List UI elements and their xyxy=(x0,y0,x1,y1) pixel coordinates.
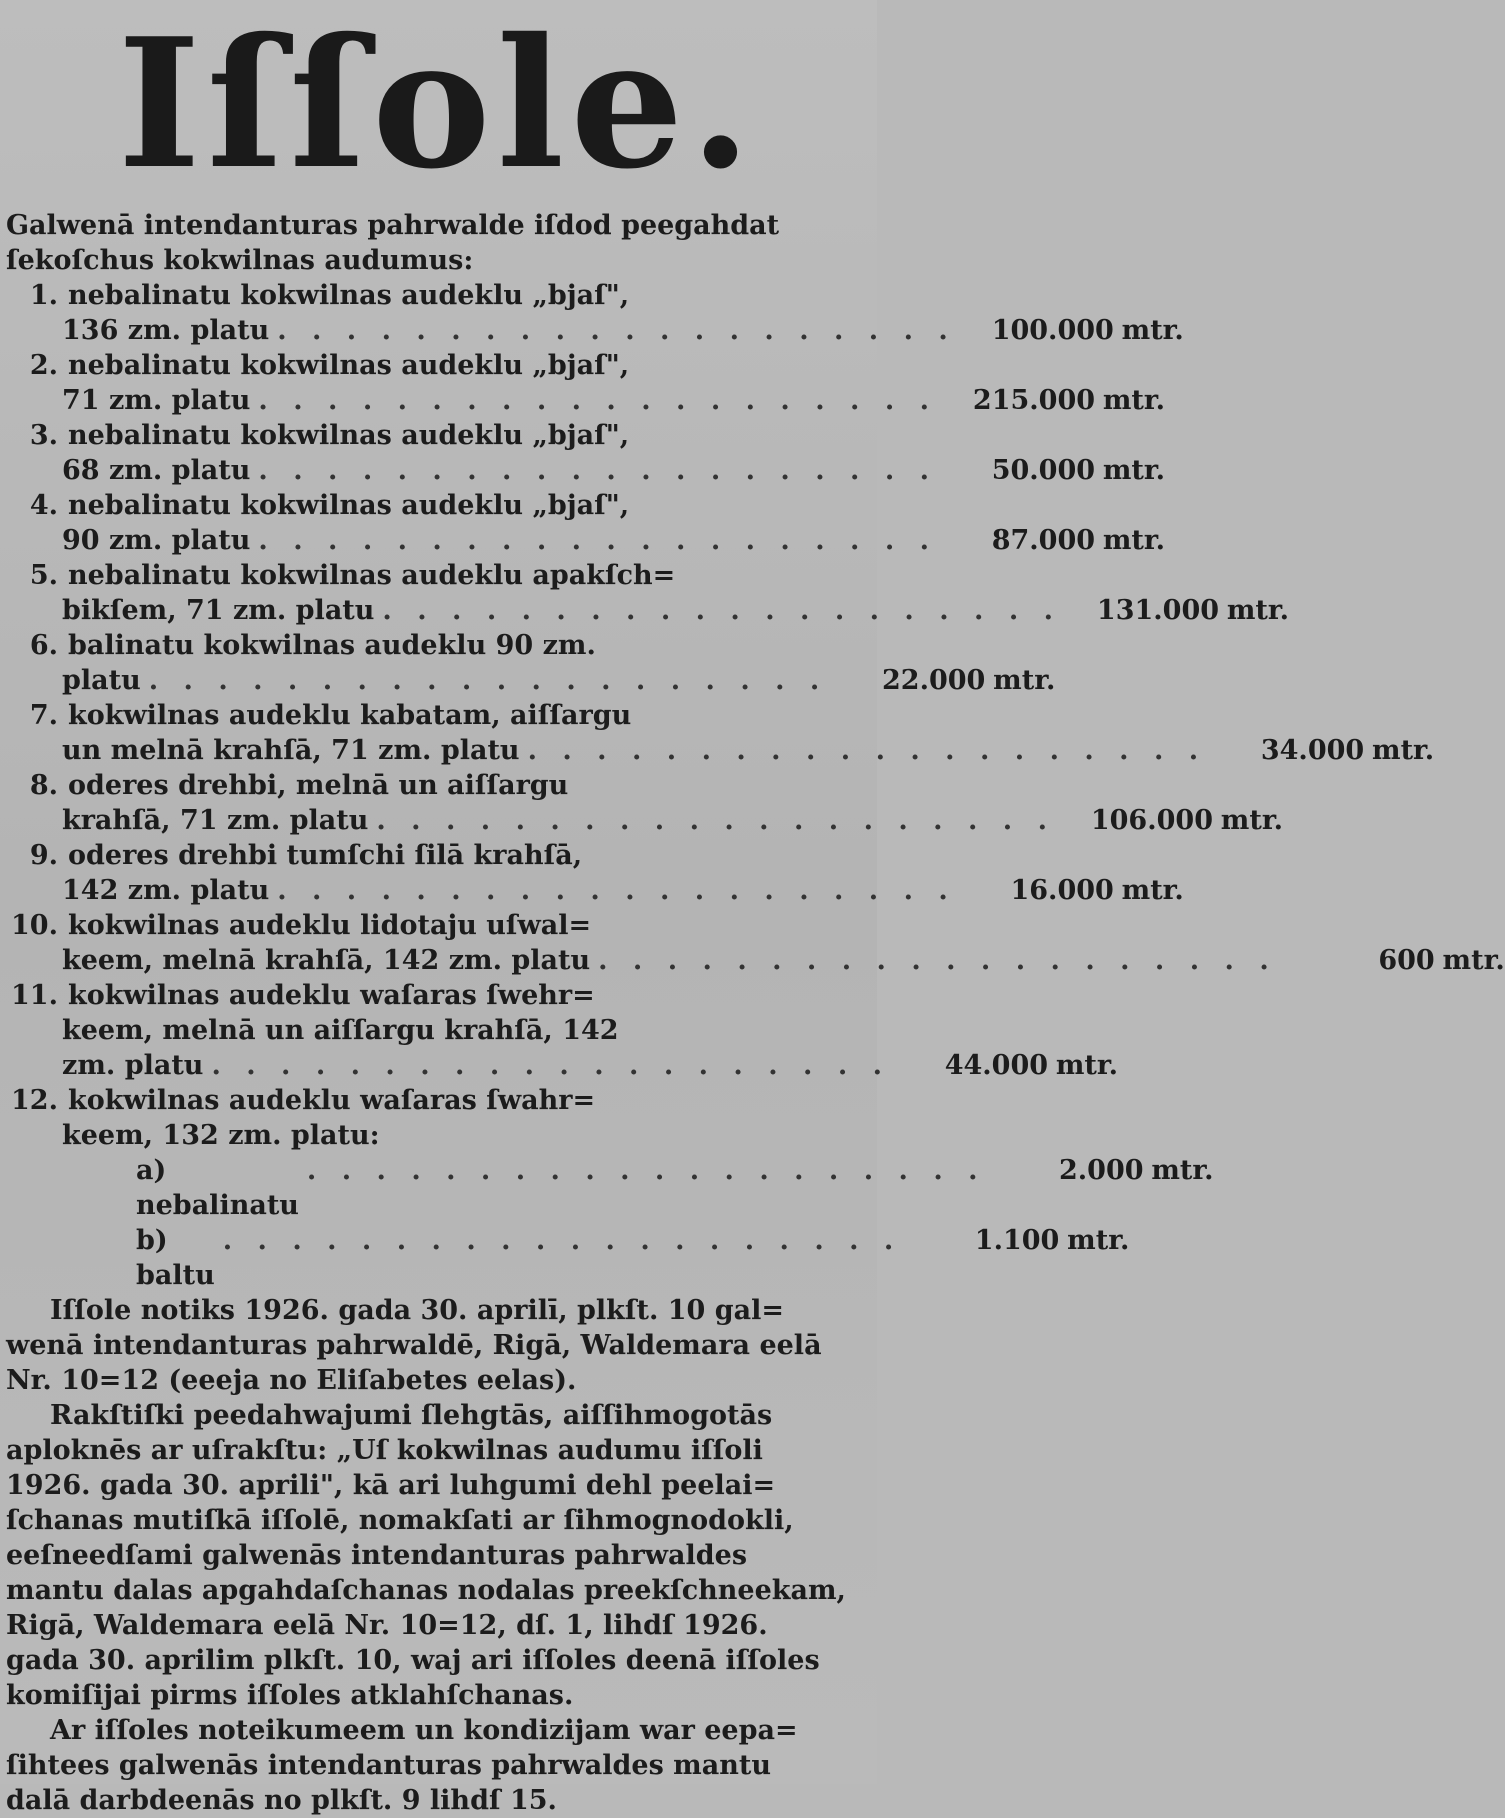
item-quantity-line xyxy=(6,523,1166,558)
list-item xyxy=(6,698,1435,768)
paragraph-line: wenā intendanturas pahrwaldē, Rigā, Waldemara eelā xyxy=(6,1330,822,1361)
sub-item xyxy=(6,1153,1214,1223)
item-text: nebalinatu kokwilnas audeklu „bjaſ", xyxy=(68,350,630,381)
dot-leader: . . . . . . . . . . . . . . . . . . . . xyxy=(258,385,938,416)
dot-leader: . . . . . . . . . . . . . . . . . . . . xyxy=(382,595,1062,626)
paragraph-line: gada 30. aprilim plkſt. 10, waj ari iſſoles deenā iſſoles xyxy=(6,1645,820,1676)
intro-line-2: ſekoſchus kokwilnas audumus: xyxy=(6,245,474,276)
item-text: kokwilnas audeklu lidotaju uſwal= xyxy=(68,910,592,941)
paragraph-line: eeſneedſami galwenās intendanturas pahrwaldes xyxy=(6,1540,748,1571)
item-number: 5. xyxy=(29,560,58,591)
list-item xyxy=(6,558,1290,628)
item-quantity-line xyxy=(6,663,1056,698)
paragraph-line: dalā darbdeenās no plkſt. 9 lihdſ 15. xyxy=(6,1785,557,1816)
paragraph-line: ſchanas mutiſkā iſſolē, nomakſati ar ſihmognodokli, xyxy=(6,1505,794,1536)
paragraph-line: mantu dalas apgahdaſchanas nodalas preekſchneekam, xyxy=(6,1575,846,1606)
list-item xyxy=(6,418,1166,488)
item-quantity-line xyxy=(6,313,1184,348)
item-number: 4. xyxy=(29,490,58,521)
paragraph xyxy=(6,1293,869,1398)
item-description: 90 zm. platu xyxy=(62,525,251,556)
item-unit: mtr. xyxy=(1121,875,1184,906)
paragraph xyxy=(6,1398,869,1713)
item-quantity: 50.000 xyxy=(991,455,1096,486)
item-quantity: 22.000 xyxy=(882,665,986,696)
item-number: 11. xyxy=(11,980,58,1011)
item-number: 2. xyxy=(29,350,58,381)
dot-leader: . . . . . . . . . . . . . . . . . . . . xyxy=(277,315,956,346)
item-text: kokwilnas audeklu waſaras ſwehr= xyxy=(68,980,595,1011)
sub-item xyxy=(6,1223,1130,1293)
dot-leader: . . . . . . . . . . . . . . . . . . . . xyxy=(148,665,828,696)
item-quantity: 100.000 xyxy=(991,315,1114,346)
item-text: kokwilnas audeklu waſaras ſwahr= xyxy=(68,1085,596,1116)
item-quantity-line xyxy=(6,453,1166,488)
item-quantity-line xyxy=(6,1048,1119,1083)
item-description: 68 zm. platu xyxy=(62,455,251,486)
item-number: 3. xyxy=(29,420,58,451)
item-text: nebalinatu kokwilnas audeklu apakſch= xyxy=(68,560,676,591)
paragraphs xyxy=(6,1293,869,1818)
item-text: oderes drehbi tumſchi ſilā krahſā, xyxy=(68,840,583,871)
dot-leader: . . . . . . . . . . . . . . . . . . . . xyxy=(527,735,1207,766)
item-first-line xyxy=(6,348,869,383)
paragraph-line: Rakſtiſki peedahwajumi ſlehgtās, aiſſihmogotās xyxy=(50,1400,773,1431)
list-item xyxy=(6,978,1119,1083)
sub-item-label: a) nebalinatu xyxy=(136,1155,299,1221)
item-description: bikſem, 71 zm. platu xyxy=(62,595,375,626)
item-quantity: 131.000 xyxy=(1096,595,1220,626)
item-number: 1. xyxy=(29,280,58,311)
dot-leader: . . . . . . . . . . . . . . . . . . . . xyxy=(211,1050,891,1081)
paragraph-line: Ar iſſoles noteikumeem un kondizijam war eepa= xyxy=(50,1715,798,1746)
item-quantity-line xyxy=(6,943,1505,978)
paragraph-line: 1926. gada 30. aprili", kā ari luhgumi dehl peelai= xyxy=(6,1470,776,1501)
item-first-line xyxy=(6,908,869,943)
item-unit: mtr. xyxy=(1102,385,1166,416)
item-quantity: 600 xyxy=(1378,945,1435,976)
item-quantity-line xyxy=(6,733,1435,768)
item-description: un melnā krahſā, 71 zm. platu xyxy=(62,735,520,766)
dot-leader: . . . . . . . . . . . . . . . . . . . . xyxy=(598,945,1277,976)
item-number: 8. xyxy=(29,770,58,801)
item-description: 71 zm. platu xyxy=(62,385,251,416)
item-number: 6. xyxy=(29,630,58,661)
paragraph-line: aploknēs ar uſrakſtu: „Uſ kokwilnas audumu iſſoli xyxy=(6,1435,763,1466)
item-quantity-line xyxy=(6,803,1283,838)
item-text: nebalinatu kokwilnas audeklu „bjaſ", xyxy=(68,280,630,311)
headline: Iſſole. xyxy=(117,0,758,208)
item-first-line xyxy=(6,768,869,803)
item-text: nebalinatu kokwilnas audeklu „bjaſ", xyxy=(68,420,630,451)
item-unit: mtr. xyxy=(1102,525,1166,556)
item-unit: mtr. xyxy=(1055,1050,1119,1081)
item-unit: mtr. xyxy=(1067,1225,1130,1256)
item-12 xyxy=(6,1083,1214,1293)
item-first-line xyxy=(6,558,869,593)
item-number: 10. xyxy=(11,910,58,941)
item-unit: mtr. xyxy=(1372,735,1435,766)
item-quantity: 106.000 xyxy=(1090,805,1213,836)
dot-leader: . . . . . . . . . . . . . . . . . . . . xyxy=(222,1225,902,1256)
item-first-line xyxy=(6,488,869,523)
paragraph-line: Nr. 10=12 (eeeja no Eliſabetes eelas). xyxy=(6,1365,577,1396)
list-item xyxy=(6,348,1166,418)
paragraph-line: Rigā, Waldemara eelā Nr. 10=12, dſ. 1, lihdſ 1926. xyxy=(6,1610,768,1641)
item-first-line xyxy=(6,628,869,663)
item-quantity-line xyxy=(6,593,1290,628)
item-number: 12. xyxy=(11,1085,58,1116)
list-item xyxy=(6,488,1166,558)
item-text: balinatu kokwilnas audeklu 90 zm. xyxy=(68,630,596,661)
item-quantity: 2.000 xyxy=(1058,1155,1144,1186)
intro xyxy=(6,208,869,278)
item-continuation xyxy=(6,1118,869,1153)
item-unit: mtr. xyxy=(1151,1155,1214,1186)
item-text: kokwilnas audeklu kabatam, aiſſargu xyxy=(68,700,632,731)
item-number: 9. xyxy=(29,840,58,871)
list-item xyxy=(6,838,1184,908)
item-first-line xyxy=(6,698,869,733)
item-first-line xyxy=(6,1083,869,1118)
sub-item-label: b) baltu xyxy=(136,1225,215,1291)
item-unit: mtr. xyxy=(1226,595,1290,626)
item-text: keem, melnā un aiſſargu krahſā, 142 xyxy=(62,1015,619,1046)
item-description: 142 zm. platu xyxy=(62,875,270,906)
item-description: keem, melnā krahſā, 142 zm. platu xyxy=(62,945,591,976)
item-list xyxy=(6,278,1505,1083)
dot-leader: . . . . . . . . . . . . . . . . . . . . xyxy=(306,1155,986,1186)
item-text: oderes drehbi, melnā un aiſſargu xyxy=(68,770,569,801)
item-continuation xyxy=(6,1013,869,1048)
item-text: nebalinatu kokwilnas audeklu „bjaſ", xyxy=(68,490,630,521)
list-item xyxy=(6,908,1505,978)
dot-leader: . . . . . . . . . . . . . . . . . . . . xyxy=(376,805,1055,836)
item-description: krahſā, 71 zm. platu xyxy=(62,805,369,836)
paragraph-line: komiſijai pirms iſſoles atklahſchanas. xyxy=(6,1680,574,1711)
item-quantity: 215.000 xyxy=(972,385,1096,416)
item-description: zm. platu xyxy=(62,1050,204,1081)
item-unit: mtr. xyxy=(1220,805,1283,836)
dot-leader: . . . . . . . . . . . . . . . . . . . . xyxy=(258,525,938,556)
list-item xyxy=(6,278,1184,348)
item-description: platu xyxy=(62,665,141,696)
item-text: keem, 132 zm. platu: xyxy=(62,1120,380,1151)
paragraph xyxy=(6,1713,869,1818)
item-first-line xyxy=(6,838,869,873)
dot-leader: . . . . . . . . . . . . . . . . . . . . xyxy=(277,875,956,906)
item-quantity: 34.000 xyxy=(1260,735,1365,766)
item-quantity-line xyxy=(6,383,1166,418)
paragraph-line: Iſſole notiks 1926. gada 30. aprilī, plkſt. 10 gal= xyxy=(50,1295,784,1326)
item-quantity: 44.000 xyxy=(944,1050,1049,1081)
list-item xyxy=(6,628,1056,698)
item-unit: mtr. xyxy=(993,665,1056,696)
item-quantity: 1.100 xyxy=(974,1225,1060,1256)
item-unit: mtr. xyxy=(1121,315,1184,346)
item-first-line xyxy=(6,278,869,313)
item-unit: mtr. xyxy=(1442,945,1505,976)
intro-line-1: Galwenā intendanturas pahrwalde iſdod peegahdat xyxy=(6,210,780,241)
item-quantity-line xyxy=(6,873,1184,908)
dot-leader: . . . . . . . . . . . . . . . . . . . . xyxy=(258,455,938,486)
item-quantity: 87.000 xyxy=(991,525,1096,556)
item-first-line xyxy=(6,978,869,1013)
item-quantity: 16.000 xyxy=(1010,875,1114,906)
paragraph-line: ſihtees galwenās intendanturas pahrwaldes mantu xyxy=(6,1750,771,1781)
item-unit: mtr. xyxy=(1102,455,1166,486)
list-item xyxy=(6,768,1283,838)
item-number: 7. xyxy=(29,700,58,731)
item-first-line xyxy=(6,418,869,453)
item-description: 136 zm. platu xyxy=(62,315,270,346)
